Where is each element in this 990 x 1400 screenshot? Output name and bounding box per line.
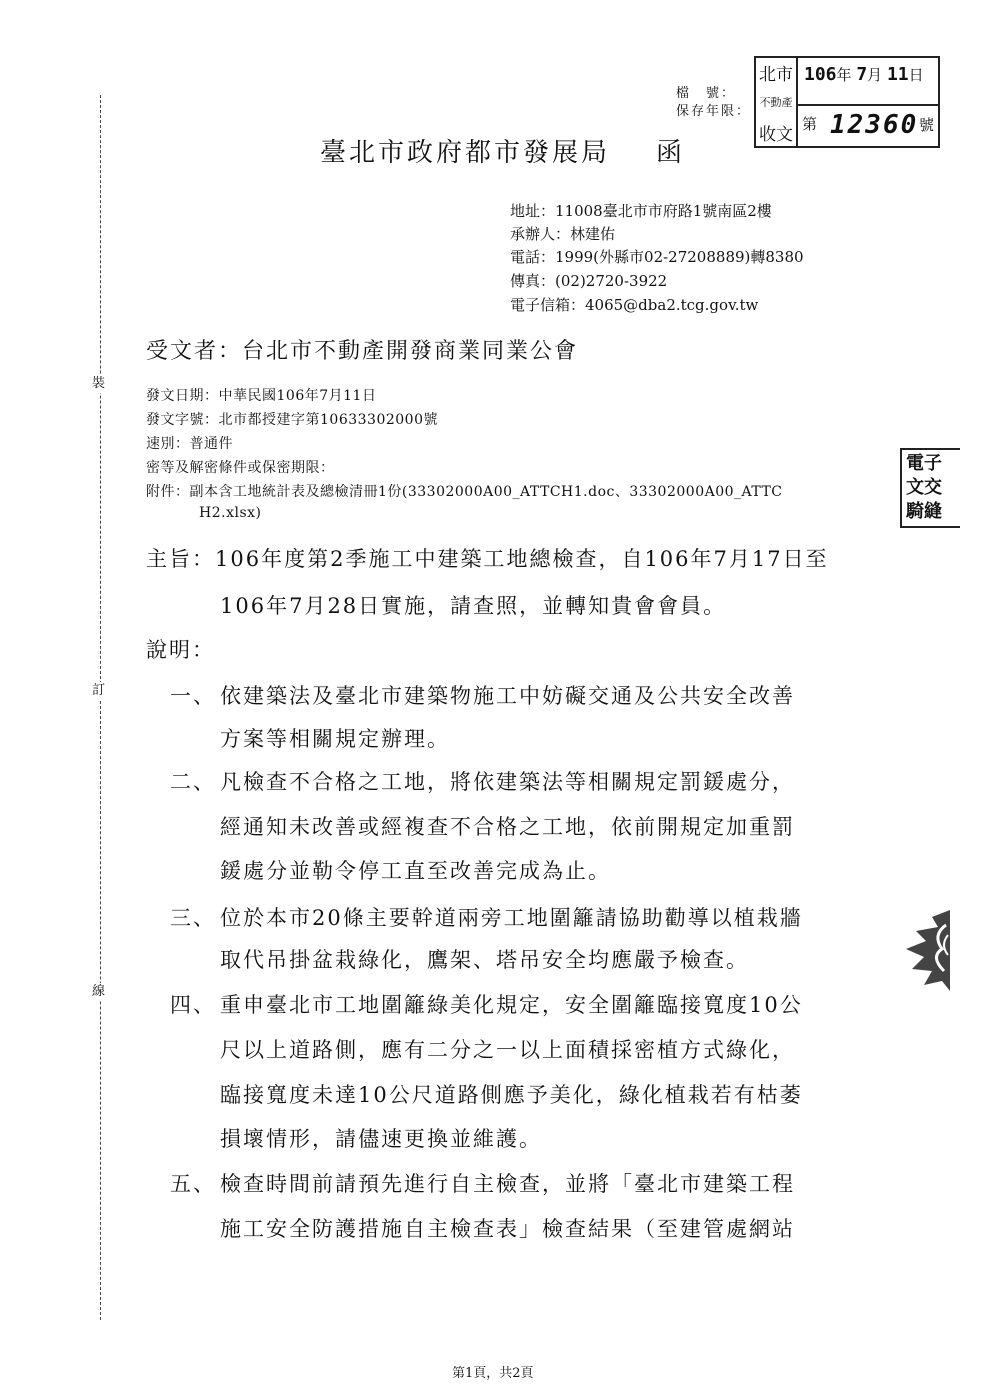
page-number: 第1頁，共2頁 (452, 1366, 534, 1381)
stamp-receipt-number: 12360 (830, 110, 919, 140)
contact-handler: 承辦人：林建佑 (510, 225, 616, 243)
attachment-line-2: H2.xlsx) (199, 505, 262, 521)
stamp-number-prefix: 第 (802, 115, 818, 133)
item-line: 鍰處分並勒令停工直至改善完成為止。 (220, 859, 611, 883)
stamp-day-label: 日 (908, 66, 924, 84)
item-line: 依建築法及臺北市建築物施工中妨礙交通及公共安全改善 (220, 684, 795, 708)
attachment-line-1: 附件：副本含工地統計表及總檢清冊1份(33302000A00_ATTCH1.doc、33302000A00_ATTC (146, 484, 783, 500)
contact-phone: 電話：1999(外縣市02-27208889)轉8380 (510, 248, 804, 266)
receipt-stamp (754, 56, 940, 148)
edge-stamp-line-3: 騎縫 (906, 501, 942, 522)
item-number: 四、 (170, 993, 216, 1017)
edge-stamp-line-2: 文交 (906, 477, 942, 498)
item-line: 檢查時間前請預先進行自主檢查，並將「臺北市建築工程 (220, 1172, 795, 1196)
file-number-label: 檔 號： (676, 86, 737, 101)
stamp-day: 11 (886, 64, 909, 85)
retention-label: 保存年限： (676, 104, 752, 119)
contact-address: 地址：11008臺北市市府路1號南區2樓 (510, 202, 772, 220)
stamp-month-label: 月 (867, 66, 883, 84)
subject-line-1: 主旨：106年度第2季施工中建築工地總檢查，自106年7月17日至 (146, 547, 829, 571)
explanation-label: 說明： (146, 638, 215, 662)
binding-line (100, 95, 101, 1320)
issue-date: 發文日期：中華民國106年7月11日 (146, 388, 377, 404)
binding-mark-ding: 訂 (92, 683, 106, 698)
document-number: 發文字號：北市都授建字第10633302000號 (146, 412, 438, 428)
stamp-year-label: 年 (836, 66, 852, 84)
item-line: 凡檢查不合格之工地，將依建築法等相關規定罰鍰處分， (220, 770, 795, 794)
item-line: 臨接寬度未達10公尺道路側應予美化，綠化植栽若有枯萎 (220, 1083, 803, 1107)
agency-title: 臺北市政府都市發展局 (320, 138, 611, 168)
item-number: 三、 (170, 906, 216, 930)
item-line: 取代吊掛盆栽綠化，鷹架、塔吊安全均應嚴予檢查。 (220, 948, 749, 972)
item-number: 一、 (170, 684, 216, 708)
item-number: 五、 (170, 1172, 216, 1196)
stamp-year: 106 (804, 64, 837, 85)
edge-stamp-line-1: 電子 (906, 453, 942, 474)
stamp-date (804, 64, 924, 85)
item-line: 施工安全防護措施自主檢查表」檢查結果（至建管處網站 (220, 1217, 795, 1241)
stamp-city: 北市 (759, 65, 793, 85)
stamp-received: 收文 (759, 125, 793, 145)
stamp-org: 不動產 (759, 96, 793, 109)
delivery-speed: 速別：普通件 (146, 436, 233, 452)
security-level: 密等及解密條件或保密期限： (146, 460, 335, 476)
binding-mark-zhuang: 裝 (92, 376, 106, 391)
item-line: 損壞情形，請儘速更換並維護。 (220, 1127, 542, 1151)
item-line: 方案等相關規定辦理。 (220, 727, 450, 751)
item-line: 重申臺北市工地圍籬綠美化規定，安全圍籬臨接寬度10公 (220, 993, 803, 1017)
contact-fax: 傳真：(02)2720-3922 (510, 272, 668, 290)
electronic-exchange-stamp (900, 448, 960, 528)
item-number: 二、 (170, 770, 216, 794)
item-line: 經通知未改善或經複查不合格之工地，依前開規定加重罰 (220, 815, 795, 839)
stamp-divider (798, 104, 938, 106)
binding-mark-xian: 線 (92, 984, 106, 999)
stamp-month: 7 (856, 64, 868, 85)
partial-seal-icon (902, 905, 952, 995)
recipient: 受文者：台北市不動產開發商業同業公會 (146, 339, 579, 364)
item-line: 位於本市20條主要幹道兩旁工地圍籬請協助勸導以植栽牆 (220, 906, 803, 930)
contact-email: 電子信箱：4065@dba2.tcg.gov.tw (510, 296, 759, 314)
subject-line-2: 106年7月28日實施，請查照，並轉知貴會會員。 (220, 594, 727, 618)
stamp-number-suffix: 號 (918, 116, 934, 134)
document-type: 函 (656, 138, 683, 168)
item-line: 尺以上道路側，應有二分之一以上面積採密植方式綠化， (220, 1038, 795, 1062)
